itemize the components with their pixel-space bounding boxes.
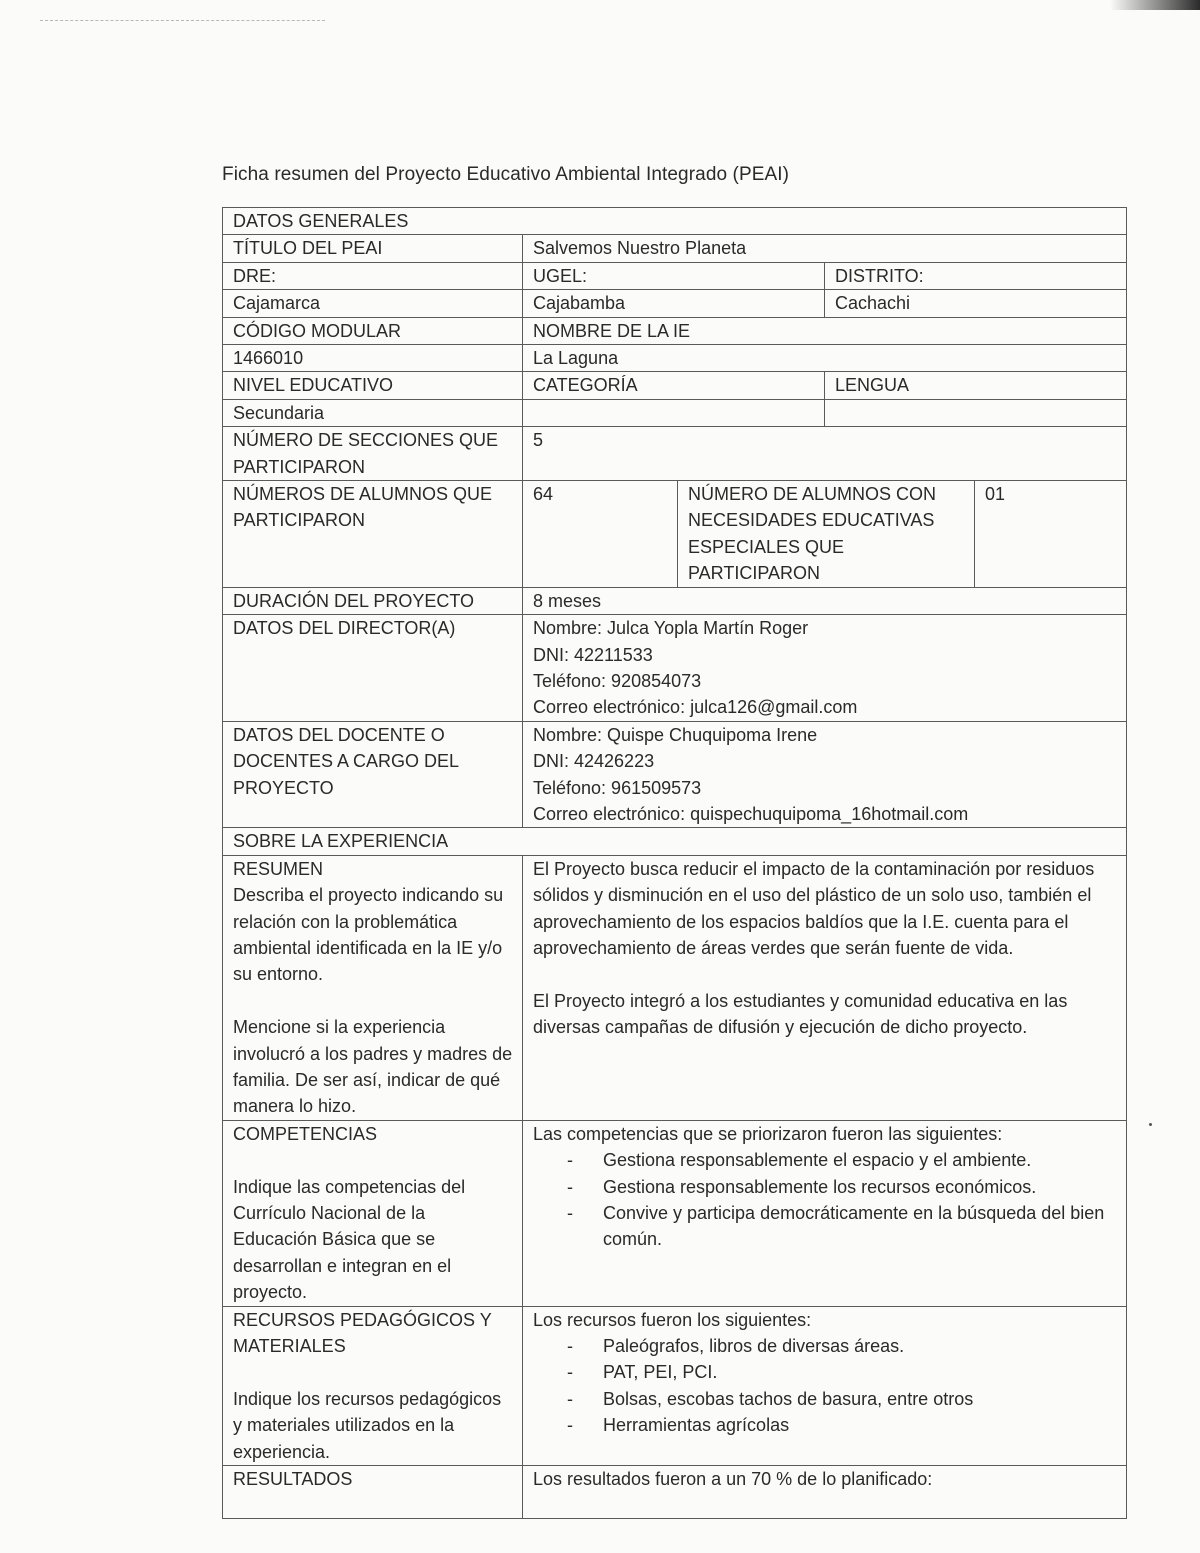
recursos-list xyxy=(533,1333,1118,1439)
alumnos-nee-label: NÚMERO DE ALUMNOS CON NECESIDADES EDUCATIVAS ESPECIALES QUE PARTICIPARON xyxy=(678,481,975,588)
table-row xyxy=(223,615,1127,722)
table-row xyxy=(223,721,1127,828)
alumnos-value: 64 xyxy=(523,481,678,588)
director-nombre: Nombre: Julca Yopla Martín Roger xyxy=(533,618,809,639)
nombre-ie-label: NOMBRE DE LA IE xyxy=(523,317,1127,344)
section-sobre-experiencia: SOBRE LA EXPERIENCIA xyxy=(223,828,1127,855)
duracion-label: DURACIÓN DEL PROYECTO xyxy=(223,587,523,614)
table-row xyxy=(223,855,1127,1120)
competencias-content xyxy=(523,1120,1127,1306)
duracion-value: 8 meses xyxy=(523,587,1127,614)
table-row xyxy=(223,427,1127,481)
table-row xyxy=(223,828,1127,855)
table-row xyxy=(223,262,1127,289)
table-row xyxy=(223,372,1127,399)
director-label: DATOS DEL DIRECTOR(A) xyxy=(223,615,523,722)
ugel-label: UGEL: xyxy=(523,262,825,289)
recursos-label: RECURSOS PEDAGÓGICOS Y MATERIALES xyxy=(233,1309,492,1357)
alumnos-label: NÚMEROS DE ALUMNOS QUE PARTICIPARON xyxy=(223,481,523,588)
recursos-content xyxy=(523,1306,1127,1465)
secciones-value: 5 xyxy=(523,427,1127,481)
titulo-label: TÍTULO DEL PEAI xyxy=(223,235,523,262)
list-item: - Paleógrafos, libros de diversas áreas. xyxy=(567,1333,1118,1359)
alumnos-nee-value: 01 xyxy=(975,481,1127,588)
table-row xyxy=(223,345,1127,372)
resumen-text: El Proyecto busca reducir el impacto de la contaminación por residuos sólidos y disminución en el uso del plástico de un solo uso, también el aprovechamiento de los espacios baldíos que la I.E. cuenta para el aprovechamiento de áreas verdes que serán fuente de vida. xyxy=(533,858,1095,958)
peai-summary-table xyxy=(222,207,1127,1519)
scan-artifact-corner xyxy=(1110,0,1200,10)
competencias-prompt: Indique las competencias del Currículo Nacional de la Educación Básica que se desarrollan e integran en el proyecto. xyxy=(233,1176,466,1303)
scan-artifact-line xyxy=(40,20,325,21)
table-row xyxy=(223,1120,1127,1306)
competencias-label: COMPETENCIAS xyxy=(233,1123,378,1144)
resumen-content xyxy=(523,855,1127,1120)
docente-nombre: Nombre: Quispe Chuquipoma Irene xyxy=(533,724,818,745)
secciones-label: NÚMERO DE SECCIONES QUE PARTICIPARON xyxy=(223,427,523,481)
list-item: - Gestiona responsablemente el espacio y el ambiente. xyxy=(567,1147,1118,1173)
titulo-value: Salvemos Nuestro Planeta xyxy=(523,235,1127,262)
table-row xyxy=(223,481,1127,588)
table-row xyxy=(223,1466,1127,1519)
categoria-value xyxy=(523,399,825,426)
docente-correo: Correo electrónico: quispechuquipoma_16hotmail.com xyxy=(533,803,969,824)
list-item: - Convive y participa democráticamente en la búsqueda del bien común. xyxy=(567,1200,1118,1253)
list-item: - Bolsas, escobas tachos de basura, entre otros xyxy=(567,1386,1118,1412)
table-row xyxy=(223,317,1127,344)
nivel-educativo-label: NIVEL EDUCATIVO xyxy=(223,372,523,399)
section-datos-generales: DATOS GENERALES xyxy=(223,208,1127,235)
recursos-intro: Los recursos fueron los siguientes: xyxy=(533,1309,812,1330)
table-row xyxy=(223,399,1127,426)
lengua-value xyxy=(825,399,1127,426)
list-item: - Gestiona responsablemente los recursos económicos. xyxy=(567,1174,1118,1200)
nivel-educativo-value: Secundaria xyxy=(223,399,523,426)
docente-dni: DNI: 42426223 xyxy=(533,751,655,772)
distrito-value: Cachachi xyxy=(825,290,1127,317)
director-correo: Correo electrónico: julca126@gmail.com xyxy=(533,697,858,718)
resumen-cell xyxy=(223,855,523,1120)
resultados-label: RESULTADOS xyxy=(223,1466,523,1519)
document-title: Ficha resumen del Proyecto Educativo Ambiental Integrado (PEAI) xyxy=(222,164,790,185)
table-row xyxy=(223,587,1127,614)
docente-telefono: Teléfono: 961509573 xyxy=(533,777,702,798)
padres-text: El Proyecto integró a los estudiantes y comunidad educativa en las diversas campañas de difusión y ejecución de dicho proyecto. xyxy=(533,990,1068,1038)
dre-label: DRE: xyxy=(223,262,523,289)
ugel-value: Cajabamba xyxy=(523,290,825,317)
competencias-list xyxy=(533,1147,1118,1253)
docente-data xyxy=(523,721,1127,828)
list-item: - PAT, PEI, PCI. xyxy=(567,1359,1118,1385)
competencias-intro: Las competencias que se priorizaron fueron las siguientes: xyxy=(533,1123,1003,1144)
resultados-text: Los resultados fueron a un 70 % de lo planificado: xyxy=(523,1466,1127,1519)
dre-value: Cajamarca xyxy=(223,290,523,317)
scan-artifact-dot xyxy=(1149,1123,1152,1126)
docente-label: DATOS DEL DOCENTE O DOCENTES A CARGO DEL PROYECTO xyxy=(223,721,523,828)
table-row xyxy=(223,1306,1127,1465)
recursos-cell xyxy=(223,1306,523,1465)
lengua-label: LENGUA xyxy=(825,372,1127,399)
nombre-ie-value: La Laguna xyxy=(523,345,1127,372)
categoria-label: CATEGORÍA xyxy=(523,372,825,399)
competencias-cell xyxy=(223,1120,523,1306)
resumen-prompt: Describa el proyecto indicando su relación con la problemática ambiental identificada en la IE y/o su entorno. xyxy=(233,885,504,985)
codigo-modular-label: CÓDIGO MODULAR xyxy=(223,317,523,344)
list-item: - Herramientas agrícolas xyxy=(567,1412,1118,1438)
recursos-prompt: Indique los recursos pedagógicos y materiales utilizados en la experiencia. xyxy=(233,1388,502,1462)
table-row xyxy=(223,235,1127,262)
director-telefono: Teléfono: 920854073 xyxy=(533,670,702,691)
codigo-modular-value: 1466010 xyxy=(223,345,523,372)
padres-prompt: Mencione si la experiencia involucró a los padres y madres de familia. De ser así, indicar de qué manera lo hizo. xyxy=(233,1017,513,1117)
table-row xyxy=(223,208,1127,235)
table-row xyxy=(223,290,1127,317)
resumen-label: RESUMEN xyxy=(233,858,324,879)
director-dni: DNI: 42211533 xyxy=(533,644,653,665)
director-data xyxy=(523,615,1127,722)
distrito-label: DISTRITO: xyxy=(825,262,1127,289)
